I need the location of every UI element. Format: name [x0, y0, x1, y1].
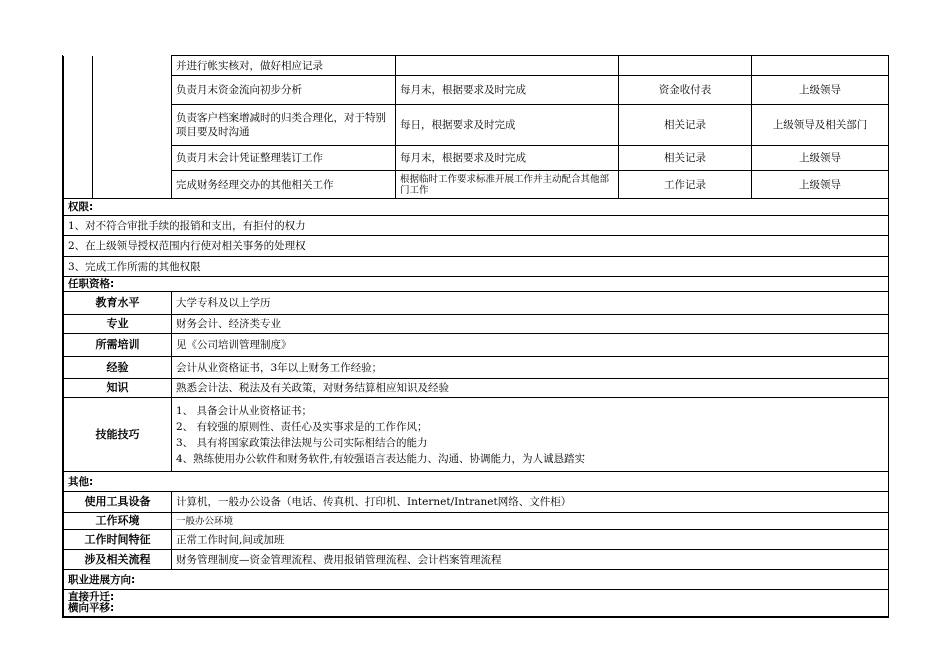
duty-report-to: 上级领导	[752, 171, 889, 199]
skill-line: 3、 具有将国家政策法律法规与公司实际相结合的能力	[176, 436, 428, 449]
education-value: 大学专科及以上学历	[172, 292, 889, 315]
duty-timing: 每月末，根据要求及时完成	[396, 76, 619, 105]
knowledge-value: 熟悉会计法、税法及有关政策，对财务结算相应知识及经验	[172, 379, 889, 398]
duty-description: 并进行帐实核对，做好相应记录	[172, 56, 396, 76]
duty-output: 工作记录	[619, 171, 752, 199]
job-description-sheet	[62, 55, 889, 618]
knowledge-label: 知识	[64, 379, 172, 398]
duty-description: 完成财务经理交办的其他相关工作	[172, 171, 396, 199]
duty-description: 负责客户档案增减时的归类合理化，对于特别项目要及时沟通	[172, 105, 396, 146]
duty-output: 相关记录	[619, 146, 752, 171]
tools-label: 使用工具设备	[64, 492, 172, 513]
authority-heading: 权限:	[64, 199, 889, 216]
training-value: 见《公司培训管理制度》	[172, 334, 889, 357]
duty-timing: 每月末，根据要求及时完成	[396, 146, 619, 171]
duty-row	[64, 146, 889, 171]
duty-row	[64, 56, 889, 76]
other-heading: 其他:	[64, 472, 889, 492]
process-value: 财务管理制度—资金管理流程、费用报销管理流程、会计档案管理流程	[172, 550, 889, 570]
environment-value: 一般办公环境	[172, 513, 889, 530]
education-label: 教育水平	[64, 292, 172, 315]
duty-report-to	[752, 56, 889, 76]
hours-value: 正常工作时间,间或加班	[172, 530, 889, 550]
duty-row	[64, 105, 889, 146]
duty-index-cell	[64, 56, 93, 199]
qualifications-heading: 任职资格:	[64, 277, 889, 292]
duty-row	[64, 76, 889, 105]
experience-value: 会计从业资格证书，3年以上财务工作经验；	[172, 357, 889, 379]
major-label: 专业	[64, 315, 172, 334]
duty-row	[64, 171, 889, 199]
duty-timing	[396, 56, 619, 76]
skill-line: 4、熟练使用办公软件和财务软件,有较强语言表达能力、沟通、协调能力，为人诚恳踏实	[176, 452, 586, 465]
duty-output: 相关记录	[619, 105, 752, 146]
skill-line: 1、 具备会计从业资格证书；	[176, 404, 313, 417]
duty-category-cell	[93, 56, 172, 199]
career-heading: 职业进展方向:	[64, 570, 889, 590]
lateral-label: 横向平移:	[68, 602, 115, 614]
authority-item: 3、完成工作所需的其他权限	[64, 257, 889, 277]
skills-value	[172, 398, 889, 472]
duty-description: 负责月末会计凭证整理装订工作	[172, 146, 396, 171]
duty-description: 负责月末资金流向初步分析	[172, 76, 396, 105]
skill-line: 2、 有较强的原则性、责任心及实事求是的工作作风；	[176, 420, 428, 433]
authority-item: 1、对不符合审批手续的报销和支出，有拒付的权力	[64, 216, 889, 236]
experience-label: 经验	[64, 357, 172, 379]
training-label: 所需培训	[64, 334, 172, 357]
authority-item: 2、在上级领导授权范围内行使对相关事务的处理权	[64, 236, 889, 257]
major-value: 财务会计、经济类专业	[172, 315, 889, 334]
hours-label: 工作时间特征	[64, 530, 172, 550]
process-label: 涉及相关流程	[64, 550, 172, 570]
duty-output: 资金收付表	[619, 76, 752, 105]
promotion-label: 直接升迁:	[68, 591, 115, 603]
duty-timing: 每日，根据要求及时完成	[396, 105, 619, 146]
job-description-table	[63, 55, 889, 617]
career-paths	[64, 590, 889, 617]
skills-label: 技能技巧	[64, 398, 172, 472]
duty-report-to: 上级领导	[752, 146, 889, 171]
duty-timing: 根据临时工作要求标准开展工作并主动配合其他部门工作	[396, 171, 619, 199]
duty-report-to: 上级领导	[752, 76, 889, 105]
environment-label: 工作环境	[64, 513, 172, 530]
duty-output	[619, 56, 752, 76]
duty-report-to: 上级领导及相关部门	[752, 105, 889, 146]
tools-value: 计算机，一般办公设备（电话、传真机、打印机、Internet/Intranet网络、文件柜）	[172, 492, 889, 513]
